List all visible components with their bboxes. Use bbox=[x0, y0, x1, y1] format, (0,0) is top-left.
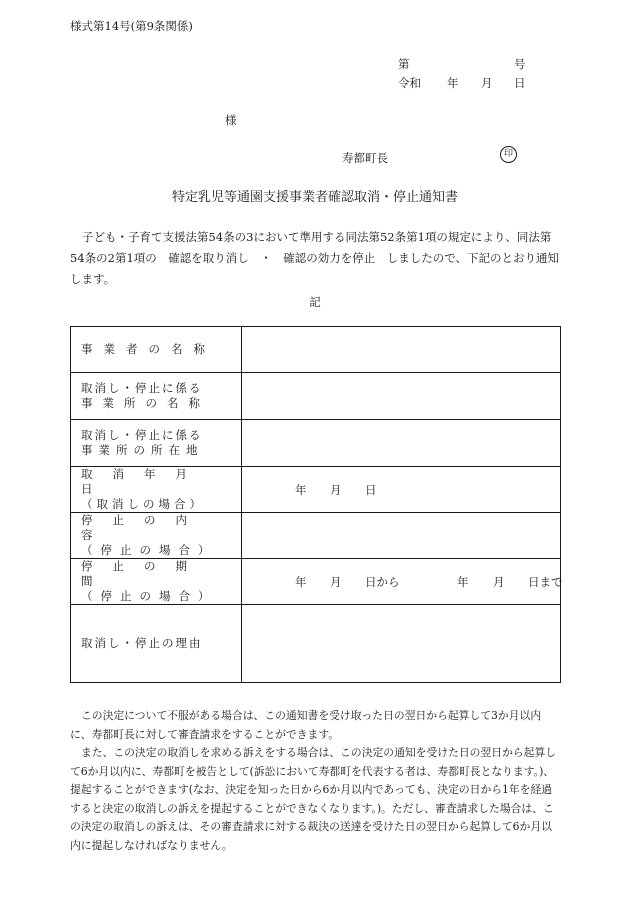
label-line: （停止の場合） bbox=[81, 589, 218, 603]
form-number: 様式第14号(第9条関係) bbox=[70, 19, 193, 33]
era-label: 令和 bbox=[398, 76, 421, 90]
from-day-unit: 日から bbox=[365, 574, 400, 589]
from-year-unit: 年 bbox=[295, 574, 307, 589]
table-row bbox=[71, 559, 561, 605]
row-label bbox=[71, 373, 242, 420]
number-prefix: 第 bbox=[398, 57, 410, 71]
table-row bbox=[71, 605, 561, 683]
facility-name-field[interactable] bbox=[242, 373, 561, 420]
issuer-name: 寿都町長 bbox=[342, 151, 388, 165]
document-number-line bbox=[0, 56, 630, 72]
body-paragraph-text: 子ども・子育て支援法第54条の3において準用する同法第52条第1項の規定により、同法第54条の2第1項の 確認を取り消し ・ 確認の効力を停止 しましたので、下記のとおり通知します。 bbox=[70, 230, 560, 286]
to-year-unit: 年 bbox=[457, 574, 469, 589]
table-row bbox=[71, 373, 561, 420]
row-label bbox=[71, 605, 242, 683]
row-label bbox=[71, 467, 242, 513]
notice-notes bbox=[70, 707, 562, 855]
label-line: 取消し・停止の理由 bbox=[81, 636, 203, 650]
month-unit: 月 bbox=[330, 482, 342, 497]
reason-field[interactable] bbox=[242, 605, 561, 683]
label-line: 停止の期間 bbox=[81, 559, 207, 588]
business-name-field[interactable] bbox=[242, 327, 561, 373]
row-label bbox=[71, 327, 242, 373]
year-label: 年 bbox=[447, 76, 459, 90]
label-line: 停止の内容 bbox=[81, 513, 207, 542]
body-paragraph bbox=[70, 227, 562, 290]
label-line: （停止の場合） bbox=[81, 543, 218, 557]
label-line: 取消年月日 bbox=[81, 467, 207, 496]
label-line: 事業所の名称 bbox=[81, 396, 210, 410]
day-unit: 日 bbox=[365, 482, 377, 497]
label-line: 事業者の名称 bbox=[81, 342, 216, 356]
number-suffix: 号 bbox=[514, 57, 526, 71]
month-label: 月 bbox=[481, 76, 493, 90]
details-table bbox=[70, 326, 561, 683]
suspension-content-field[interactable] bbox=[242, 513, 561, 559]
label-line: 事業所の所在地 bbox=[81, 443, 204, 457]
to-month-unit: 月 bbox=[493, 574, 505, 589]
to-day-unit: 日まで bbox=[528, 574, 563, 589]
seal-mark: 印 bbox=[500, 146, 517, 163]
from-month-unit: 月 bbox=[330, 574, 342, 589]
label-line: （取消しの場合） bbox=[81, 497, 205, 511]
row-label bbox=[71, 559, 242, 605]
row-label bbox=[71, 420, 242, 467]
day-label: 日 bbox=[514, 76, 526, 90]
revocation-date-field[interactable] bbox=[242, 467, 561, 513]
label-line: 取消し・停止に係る bbox=[81, 381, 203, 395]
table-row bbox=[71, 467, 561, 513]
table-row bbox=[71, 513, 561, 559]
year-unit: 年 bbox=[295, 482, 307, 497]
issue-date-line bbox=[0, 75, 630, 91]
facility-address-field[interactable] bbox=[242, 420, 561, 467]
document-title: 特定乳児等通園支援事業者確認取消・停止通知書 bbox=[171, 190, 458, 205]
addressee-suffix: 様 bbox=[225, 113, 237, 127]
note-paragraph: この決定について不服がある場合は、この通知書を受け取った日の翌日から起算して3か月以内に、寿都町長に対して審査請求をすることができます。 bbox=[70, 709, 542, 741]
note-paragraph: また、この決定の取消しを求める訴えをする場合は、この決定の通知を受けた日の翌日から起算して6か月以内に、寿都町を被告として(訴訟において寿都町を代表する者は、寿都町長となります。)、提起することができます(なお、決定を知った日から6か月以内であっても、決定の日から1年を経過すると決定の取消しの訴えを提起することができなくなります。)。ただし、審査請求した場合は、この決定の取消しの訴えは、その審査請求に対する裁決の送達を受けた日の翌日から起算して6か月以内に提起しなければなりません。 bbox=[70, 746, 557, 852]
table-row bbox=[71, 420, 561, 467]
label-line: 取消し・停止に係る bbox=[81, 428, 203, 442]
suspension-period-field[interactable] bbox=[242, 559, 561, 605]
ki-heading: 記 bbox=[309, 295, 321, 309]
table-row bbox=[71, 327, 561, 373]
row-label bbox=[71, 513, 242, 559]
